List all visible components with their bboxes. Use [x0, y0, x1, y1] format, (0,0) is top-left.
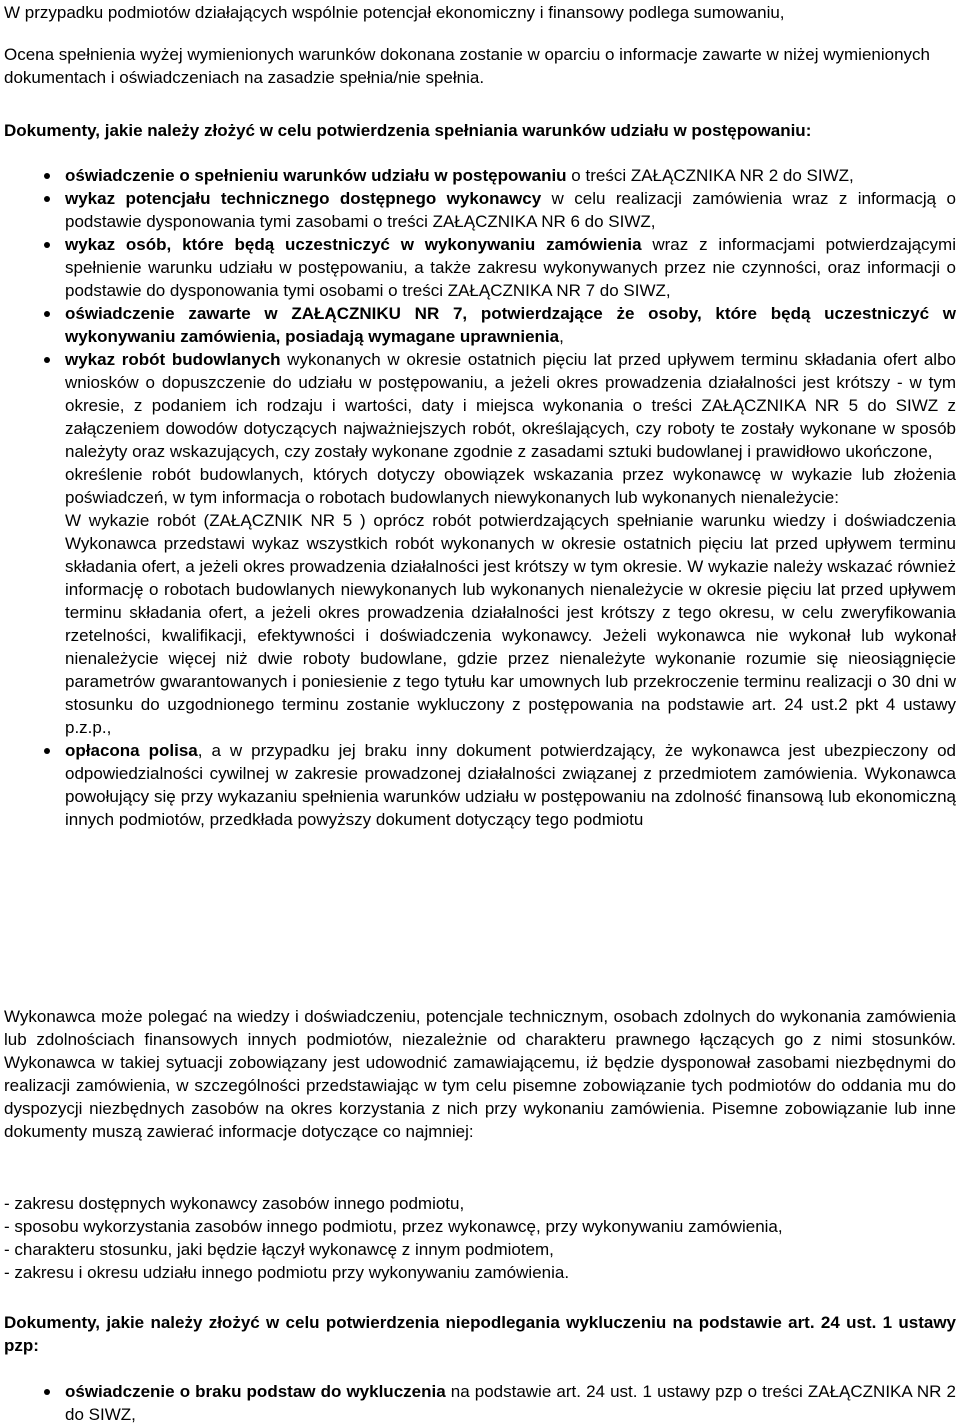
item-text: w celu realizacji zamówienia wraz z informacją o podstawie dysponowania tymi zasobami o treści ZAŁĄCZNIKA NR 6 do SIWZ, [65, 189, 956, 231]
bullet-icon [44, 173, 50, 179]
list-item [0, 1380, 956, 1426]
dash-list-item: - zakresu i okresu udziału innego podmiotu przy wykonywaniu zamówienia. [4, 1263, 570, 1282]
list-item [0, 233, 956, 302]
item-bold: wykaz osób, które będą uczestniczyć w wykonywaniu zamówienia [65, 235, 642, 254]
item-bold: wykaz robót budowlanych [65, 350, 281, 369]
item-text-roboty-definition: określenie robót budowlanych, których dotyczy obowiązek wskazania przez wykonawcę w wykazie lub złożenia poświadczeń, w tym informacja o robotach budowlanych niewykonanych lub wykonanych nienależycie: [65, 465, 956, 507]
dash-list-item: - charakteru stosunku, jaki będzie łączył wykonawcę z innym podmiotem, [4, 1240, 554, 1259]
bullet-icon [44, 242, 50, 248]
list-item [0, 187, 956, 233]
item-bold: opłacona polisa [65, 741, 198, 760]
section1-heading: Dokumenty, jakie należy złożyć w celu potwierdzenia spełniania warunków udziału w postępowaniu: [4, 121, 812, 140]
bullet-icon [44, 1389, 50, 1395]
list-item [0, 302, 956, 348]
item-text: , a w przypadku jej braku inny dokument potwierdzający, że wykonawca jest ubezpieczony od odpowiedzialności cywilnej w zakresie prowadzonej działalności związanej z przedmiotem zamówienia. Wykonawca powołujący się przy wykazaniu spełnienia warunków udziału w postępowaniu na zdolność finansową lub ekonomiczną innych podmiotów, przedkłada powyższy dokument dotyczący tego podmiotu [65, 741, 956, 829]
item-text-roboty-details: W wykazie robót (ZAŁĄCZNIK NR 5 ) oprócz robót potwierdzających spełnianie warunku wiedzy i doświadczenia Wykonawca przedstawi wykaz wszystkich robót wykonanych w okresie ostatnich pięciu lat przed upływem terminu składania ofert, a jeżeli okres prowadzenia działalności jest krótszy w tym okresie. W wykazie należy wskazać również informację o robotach budowlanych niewykonanych lub wykonanych nienależycie w okresie pięciu lat przed upływem terminu składania ofert, a jeżeli okres prowadzenia działalności jest krótszy z tego okresu, w celu zweryfikowania rzetelności, kwalifikacji, efektywności i doświadczenia wykonawcy. Jeżeli wykonawca nie wykonał lub wykonał nienależycie więcej niż dwie roboty budowlane, gdzie przez nienależyte wykonanie rozumie się nieosiągnięcie parametrów gwarantowanych i poniesienie z tego tytułu kar umownych lub przekroczenie terminu realizacji o 30 dni w stosunku do uzgodnionego terminu zostanie wykluczony z postępowania na podstawie art. 24 ust.2 pkt 4 ustawy p.z.p., [65, 511, 956, 737]
intro-sum-note: W przypadku podmiotów działających wspólnie potencjał ekonomiczny i finansowy podlega sumowaniu, [4, 3, 785, 22]
list-item [0, 348, 956, 739]
item-bold: oświadczenie o braku podstaw do wykluczenia [65, 1382, 446, 1401]
intro-evaluation-note: Ocena spełnienia wyżej wymienionych warunków dokonana zostanie w oparciu o informacje zawarte w niżej wymienionych dokumentach i oświadczeniach na zasadzie spełnia/nie spełnia. [4, 45, 931, 87]
bullet-icon [44, 357, 50, 363]
section2-heading: Dokumenty, jakie należy złożyć w celu potwierdzenia niepodlegania wykluczeniu na podstawie art. 24 ust. 1 ustawy pzp: [4, 1313, 956, 1355]
dash-list-item: - sposobu wykorzystania zasobów innego podmiotu, przez wykonawcę, przy wykonywaniu zamówienia, [4, 1217, 783, 1236]
section1-list [0, 164, 956, 831]
bullet-icon [44, 311, 50, 317]
list-item [0, 739, 956, 831]
item-bold: oświadczenie zawarte w ZAŁĄCZNIKU NR 7, potwierdzające że osoby, które będą uczestniczyć w wykonywaniu zamówienia, posiadają wymagane uprawnienia [65, 304, 956, 346]
bullet-icon [44, 196, 50, 202]
bullet-icon [44, 748, 50, 754]
item-text: wykonanych w okresie ostatnich pięciu lat przed upływem terminu składania ofert albo wniosków o dopuszczenie do udziału w postępowaniu, a jeżeli okres prowadzenia działalności jest krótszy - w tym okresie, z podaniem ich rodzaju i wartości, daty i miejsca wykonania o treści ZAŁĄCZNIKA NR 5 do SIWZ z załączeniem dowodów dotyczących najważniejszych robót, określających, czy roboty te zostały wykonane w sposób należyty oraz wskazujących, czy zostały wykonane zgodnie z zasadami sztuki budowlanej i prawidłowo ukończone, [65, 350, 956, 461]
item-text: o treści ZAŁĄCZNIKA NR 2 do SIWZ, [566, 166, 854, 185]
dash-list [4, 1192, 956, 1284]
item-text: , [559, 327, 564, 346]
item-text: na podstawie art. 24 ust. 1 ustawy pzp o treści ZAŁĄCZNIKA NR 2 do SIWZ, [65, 1382, 956, 1424]
item-bold: wykaz potencjału technicznego dostępnego wykonawcy [65, 189, 542, 208]
section2-list [0, 1380, 956, 1426]
list-item [0, 164, 956, 187]
dash-list-item: - zakresu dostępnych wykonawcy zasobów innego podmiotu, [4, 1194, 465, 1213]
resources-paragraph: Wykonawca może polegać na wiedzy i doświadczeniu, potencjale technicznym, osobach zdolnych do wykonania zamówienia lub zdolnościach finansowych innych podmiotów, niezależnie od charakteru prawnego łączących go z nimi stosunków. Wykonawca w takiej sytuacji zobowiązany jest udowodnić zamawiającemu, iż będzie dysponował zasobami niezbędnymi do realizacji zamówienia, w szczególności przedstawiając w tym celu pisemne zobowiązanie tych podmiotów do oddania mu do dyspozycji niezbędnych zasobów na okres korzystania z nich przy wykonaniu zamówienia. Pisemne zobowiązanie lub inne dokumenty muszą zawierać informacje dotyczące co najmniej: [4, 1007, 956, 1141]
item-bold: oświadczenie o spełnieniu warunków udziału w postępowaniu [65, 166, 567, 185]
item-text: wraz z informacjami potwierdzającymi spełnienie warunku udziału w postępowaniu, a także zakresu wykonywanych przez nie czynności, oraz informacji o podstawie do dysponowania tymi osobami o treści ZAŁĄCZNIKA NR 7 do SIWZ, [65, 235, 956, 300]
